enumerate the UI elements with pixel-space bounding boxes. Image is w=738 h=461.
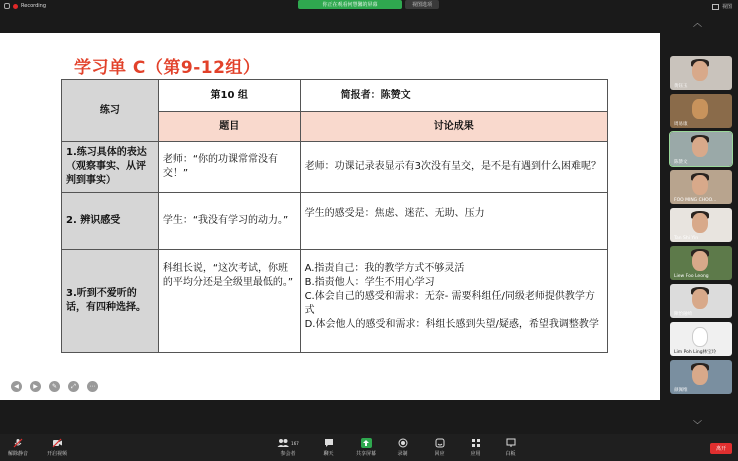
video-label: 开启视频 (47, 451, 68, 457)
participant-name: 陈赞文 (674, 160, 688, 165)
practice-header: 练习 (62, 80, 159, 142)
result-line-d: D.体会他人的感受和需求：科组长感到失望/疑惑，希望我调整教学 (304, 319, 599, 330)
microphone-muted-icon (13, 438, 24, 448)
apps-icon (470, 438, 481, 448)
topic-cell: 科组长说，“这次考试，你班的平均分还是全级里最低的。” (158, 250, 300, 353)
worksheet-table (61, 79, 608, 353)
participant-tile[interactable] (670, 246, 732, 280)
participant-tile[interactable] (670, 208, 732, 242)
participant-name: Tan Shi Yin (674, 236, 699, 241)
smile-icon (434, 438, 445, 448)
table-row (62, 142, 608, 193)
participant-face (692, 365, 708, 385)
table-row (62, 193, 608, 250)
topic-cell: 学生：“我没有学习的动力。” (158, 193, 300, 250)
participant-face (692, 175, 708, 195)
mute-label: 解除静音 (8, 451, 29, 457)
video-button[interactable] (47, 438, 67, 457)
view-options-button[interactable]: 视图选项 (405, 0, 439, 9)
reactions-button[interactable] (434, 438, 445, 457)
table-row (62, 250, 608, 353)
shared-screen (0, 33, 660, 400)
apps-label: 应用 (470, 451, 481, 457)
result-cell: 老师：功课记录表显示有3次没有呈交，是不是有遇到什么困难呢？ (300, 142, 607, 193)
view-button[interactable] (712, 3, 732, 10)
recording-window-icon (4, 3, 10, 9)
pen-icon[interactable]: ✎ (49, 381, 60, 392)
pet-avatar (692, 327, 708, 347)
participant-panel (665, 14, 738, 434)
share-screen-button[interactable] (356, 438, 376, 457)
recording-label: Recording (21, 3, 47, 9)
scroll-up-icon[interactable]: ︿ (693, 19, 703, 29)
topic-header: 题目 (158, 112, 300, 142)
participant-name: Lim Poh Ling林宝玲 (674, 350, 717, 355)
whiteboard-label: 白板 (505, 451, 516, 457)
chat-icon (323, 438, 334, 448)
share-banner: 你正在观看何慧馨的屏幕 (298, 0, 402, 9)
result-line-c: C.体会自己的感受和需求：无奈- 需要科组任/同级老师提供教学方式 (304, 291, 595, 316)
participant-tile[interactable] (670, 284, 732, 318)
participant-tile[interactable] (670, 94, 732, 128)
exercise-cell: 3.听到不爱听的话，有四种选择。 (62, 250, 159, 353)
camera-off-icon (52, 438, 63, 448)
record-button[interactable] (397, 438, 408, 457)
view-button-label: 视图 (721, 4, 732, 10)
grid-view-icon (712, 4, 719, 10)
participant-name: 颜佩维 (674, 388, 688, 393)
result-line-b: B.指责他人：学生不用心学习 (304, 277, 435, 288)
result-cell: 学生的感受是：焦虑、迷茫、无助、压力 (300, 193, 607, 250)
chat-button[interactable] (323, 438, 334, 457)
scroll-down-icon[interactable]: ﹀ (693, 421, 703, 431)
participant-face (692, 213, 708, 233)
participants-label: 参会者 (280, 451, 296, 457)
participant-tile[interactable] (670, 56, 732, 90)
leave-button[interactable]: 离开 (710, 443, 732, 454)
next-icon[interactable]: ▶ (30, 381, 41, 392)
result-line-a: A.指责自己：我的教学方式不够灵活 (304, 263, 465, 274)
participant-name: FOO MING CHOO... (674, 198, 717, 203)
fit-screen-icon[interactable]: ⤢ (68, 381, 79, 392)
recording-dot-icon (13, 4, 18, 9)
exercise-cell: 2. 辨识感受 (62, 193, 159, 250)
participant-tile[interactable] (670, 360, 732, 394)
participant-name: 周易康 (674, 122, 688, 127)
reporter-header: 简报者：陈赞文 (300, 80, 607, 112)
record-icon (397, 438, 408, 448)
reactions-label: 回应 (434, 451, 445, 457)
participant-face (692, 61, 708, 81)
whiteboard-icon (505, 438, 516, 448)
results-header: 讨论成果 (300, 112, 607, 142)
dog-avatar (692, 99, 708, 119)
previous-icon[interactable]: ◀ (11, 381, 22, 392)
annotation-toolbar (11, 381, 98, 392)
topic-cell: 老师：“你的功课常常没有交！” (158, 142, 300, 193)
share-label: 共享屏幕 (356, 451, 377, 457)
recording-indicator[interactable] (4, 3, 46, 9)
exercise-cell: 1.练习具体的表达（观察事实、从评判到事实） (62, 142, 159, 193)
participant-name: 黄钰玉 (674, 84, 688, 89)
result-cell (300, 250, 607, 353)
participants-button[interactable] (275, 438, 301, 457)
mute-button[interactable] (8, 438, 28, 457)
participant-tile[interactable] (670, 170, 732, 204)
share-screen-icon (361, 438, 372, 448)
slide-title: 学习单 C（第9-12组） (74, 58, 261, 78)
group-header: 第10 组 (158, 80, 300, 112)
apps-button[interactable] (470, 438, 481, 457)
participant-tile[interactable] (670, 322, 732, 356)
participant-face (692, 251, 708, 271)
chat-label: 聊天 (323, 451, 334, 457)
participant-face (692, 137, 708, 157)
people-icon (275, 438, 301, 448)
participant-name: 陳怡融崎 (674, 312, 692, 317)
participant-face (692, 289, 708, 309)
participant-name: Liew Foo Leong (674, 274, 709, 279)
participant-count: 167 (291, 440, 299, 446)
more-icon[interactable]: ⋯ (87, 381, 98, 392)
record-label: 录制 (397, 451, 408, 457)
meeting-toolbar (0, 434, 738, 461)
whiteboard-button[interactable] (505, 438, 516, 457)
participant-tile[interactable] (670, 132, 732, 166)
